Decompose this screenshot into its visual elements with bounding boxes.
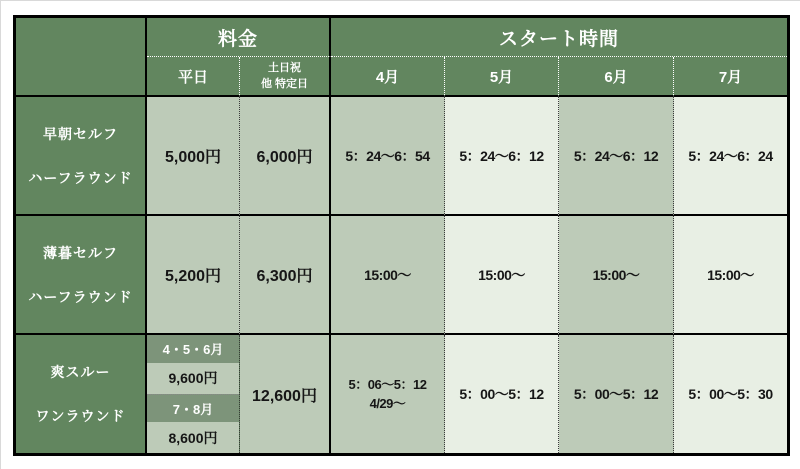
start-time-june: 15:00～ (559, 216, 674, 335)
start-time-may: 5：00～5：12 (445, 335, 559, 453)
season-price: 8,600円 (147, 422, 239, 453)
header-fee: 料金 (147, 18, 331, 57)
header-month-july: 7月 (674, 57, 787, 97)
start-time-may: 5：24～6：12 (445, 97, 559, 216)
start-time-range: 5：06～5：12 (348, 376, 427, 392)
header-month-april: 4月 (331, 57, 445, 97)
start-time-april: 15:00～ (331, 216, 445, 335)
row-label-early-morning-self (16, 97, 147, 216)
start-time-june: 5：00～5：12 (559, 335, 674, 453)
row-label-line1: 薄暮セルフ (43, 244, 118, 261)
row-label-line2: ハーフラウンド (28, 288, 133, 305)
start-time-april: 5：24～6：54 (331, 97, 445, 216)
holiday-price: 12,600円 (240, 335, 331, 453)
start-time-june: 5：24～6：12 (559, 97, 674, 216)
holiday-price: 6,300円 (240, 216, 331, 335)
header-start-time: スタート時間 (331, 18, 787, 57)
weekday-seasonal-prices (147, 335, 240, 453)
holiday-price: 6,000円 (240, 97, 331, 216)
header-month-june: 6月 (559, 57, 674, 97)
header-holiday-line2: 他 特定日 (260, 78, 309, 90)
row-label-twilight-self (16, 216, 147, 335)
start-time-july: 15:00～ (674, 216, 787, 335)
header-month-may: 5月 (445, 57, 559, 97)
season-period-label: 4・5・6月 (147, 335, 239, 363)
header-holiday (240, 57, 331, 97)
row-label-line2: ハーフラウンド (28, 169, 133, 186)
season-price: 9,600円 (147, 363, 239, 394)
header-holiday-line1: 土日祝 (268, 61, 301, 74)
row-label-line2: ワンラウンド (35, 408, 126, 424)
start-time-july: 5：24～6：24 (674, 97, 787, 216)
start-time-note: 4/29～ (369, 396, 406, 411)
start-time-april (331, 335, 445, 453)
weekday-price: 5,000円 (147, 97, 240, 216)
row-label-line1: 爽スルー (50, 364, 111, 380)
start-time-may: 15:00～ (445, 216, 559, 335)
weekday-price: 5,200円 (147, 216, 240, 335)
corner-cell (16, 18, 147, 97)
season-period-label: 7・8月 (147, 394, 239, 423)
row-label-line1: 早朝セルフ (43, 125, 118, 142)
price-table (13, 15, 790, 456)
header-weekday: 平日 (147, 57, 240, 97)
row-label-through-one-round (16, 335, 147, 453)
start-time-july: 5：00～5：30 (674, 335, 787, 453)
